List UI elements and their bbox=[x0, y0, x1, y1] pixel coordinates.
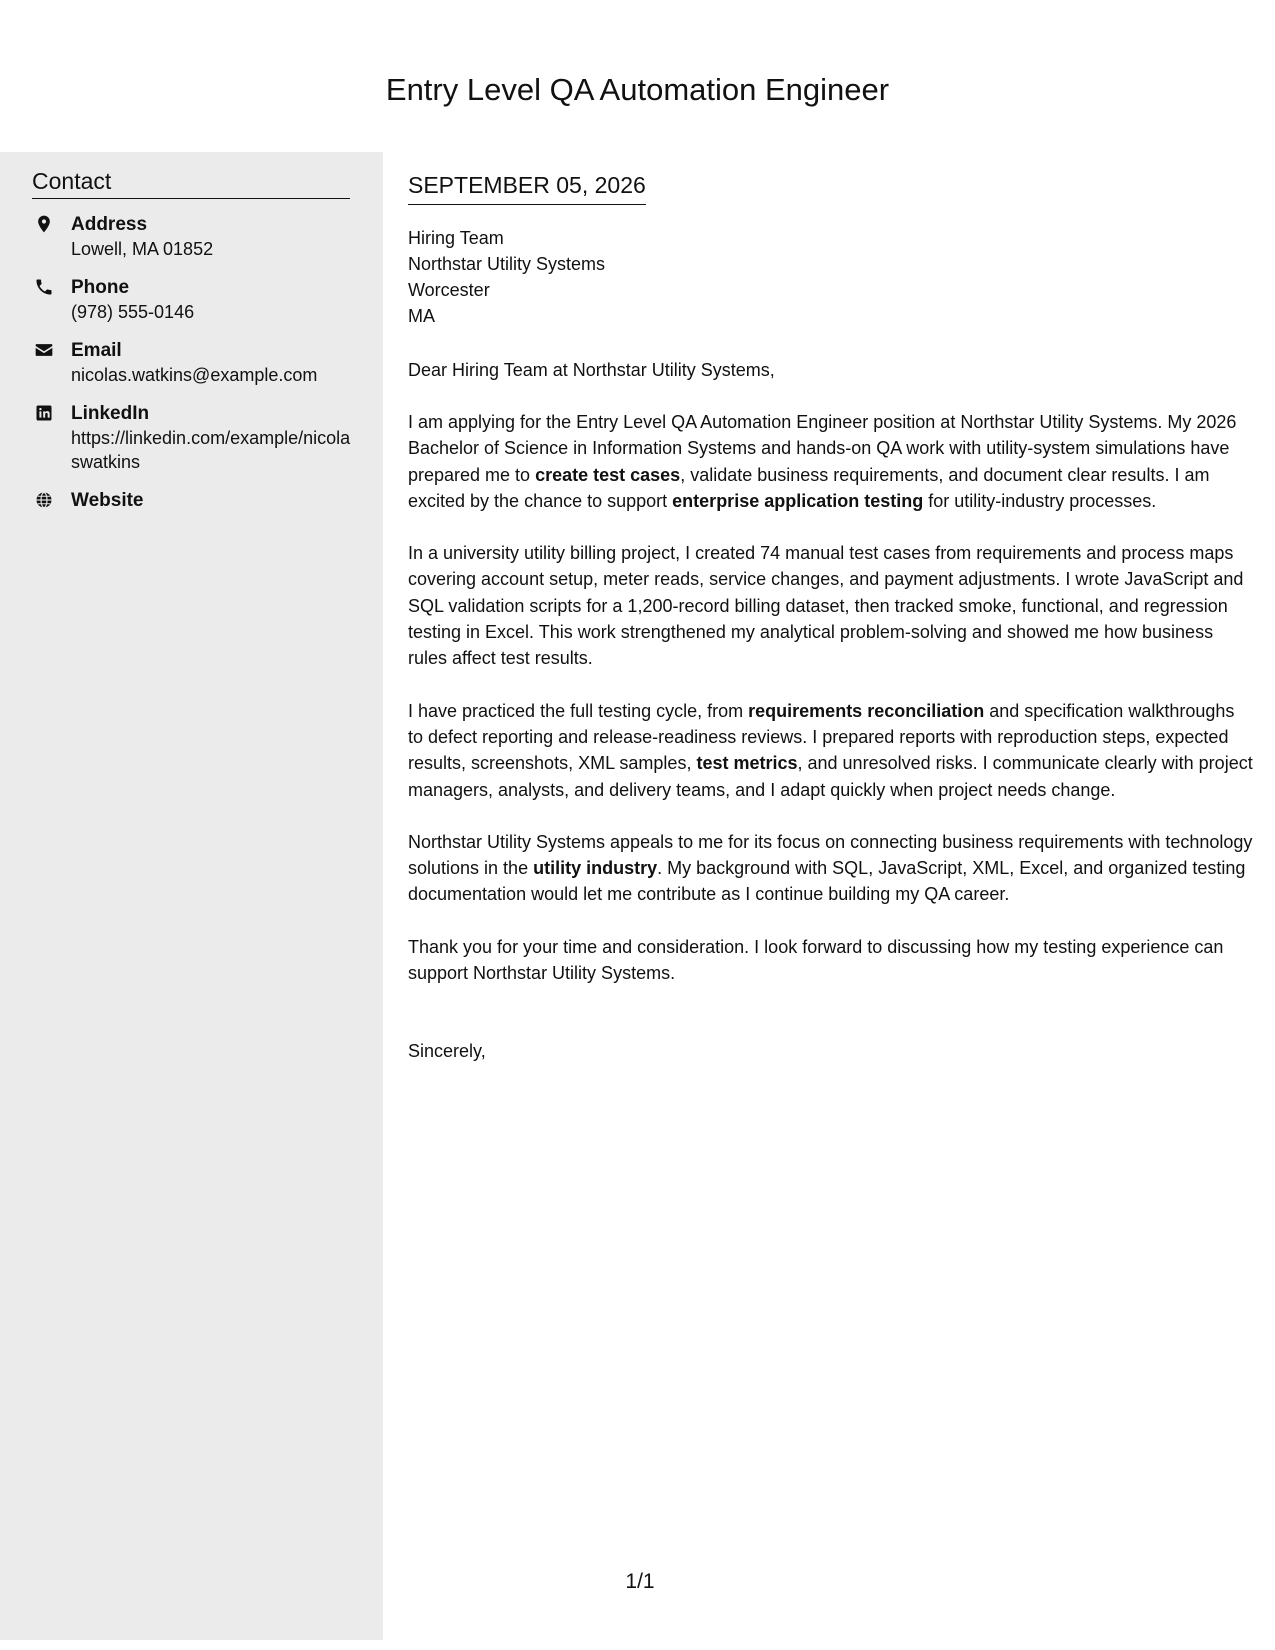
paragraph-text: , validate business requirements, and document clear results. I am excited by the chance to support bbox=[408, 464, 1210, 511]
letter-paragraphs bbox=[408, 409, 1253, 986]
page-number: 1/1 bbox=[625, 1570, 655, 1593]
paragraph-text: and specification walkthroughs to defect reporting and release-readiness reviews. I prepared reports with reproduction steps, expected results, screenshots, XML samples, bbox=[408, 700, 1235, 774]
phone-icon bbox=[34, 277, 54, 297]
contact-item-phone bbox=[32, 275, 352, 324]
globe-icon bbox=[34, 490, 54, 510]
recipient-line: Northstar Utility Systems bbox=[408, 254, 606, 274]
emphasis-text: create test cases bbox=[535, 464, 681, 485]
closing: Sincerely, bbox=[408, 1041, 486, 1062]
contact-heading: Contact bbox=[32, 168, 350, 199]
emphasis-text: test metrics bbox=[696, 753, 798, 774]
recipient-line: Hiring Team bbox=[408, 228, 504, 248]
contact-item-website bbox=[32, 488, 352, 513]
contact-value: nicolas.watkins@example.com bbox=[71, 365, 318, 385]
contact-value: Lowell, MA 01852 bbox=[71, 239, 214, 259]
paragraph-text: I am applying for the Entry Level QA Automation Engineer position at Northstar Utility Systems. My 2026 Bachelor of Science in Information Systems and hands-on QA work with utility-system simulations have prepared me to bbox=[408, 412, 1237, 485]
contact-value[interactable]: https://linkedin.com/example/nicolaswatkins bbox=[71, 428, 351, 472]
contact-item-address bbox=[32, 212, 352, 261]
paragraph-text: I have practiced the full testing cycle, from bbox=[408, 700, 749, 721]
recipient-line: Worcester bbox=[408, 280, 490, 300]
paragraph-text: for utility-industry processes. bbox=[923, 490, 1157, 511]
letter-paragraph bbox=[408, 698, 1253, 803]
emphasis-text: utility industry bbox=[533, 858, 658, 879]
paragraph-text: Northstar Utility Systems appeals to me for its focus on connecting business requirements with technology solutions in the bbox=[408, 831, 1253, 879]
letter-body bbox=[408, 168, 1253, 1064]
map-pin-icon bbox=[34, 214, 54, 234]
recipient-block bbox=[408, 225, 1253, 329]
letter-paragraph bbox=[408, 934, 1253, 987]
contact-label: Phone bbox=[71, 277, 130, 298]
salutation: Dear Hiring Team at Northstar Utility Systems, bbox=[408, 360, 775, 380]
contact-item-email bbox=[32, 338, 352, 387]
contact-label: Address bbox=[71, 214, 148, 235]
letter-date: SEPTEMBER 05, 2026 bbox=[408, 172, 646, 205]
contact-item-linkedin bbox=[32, 401, 352, 474]
paragraph-text: Thank you for your time and consideration. I look forward to discussing how my testing experience can support Northstar Utility Systems. bbox=[408, 936, 1224, 984]
emphasis-text: enterprise application testing bbox=[672, 490, 924, 511]
letter-paragraph bbox=[408, 409, 1253, 514]
paragraph-text: , and unresolved risks. I communicate clearly with project managers, analysts, and delivery teams, and I adapt quickly when project needs change. bbox=[408, 753, 1253, 800]
paragraph-text: . My background with SQL, JavaScript, XML, Excel, and organized testing documentation would let me contribute as I continue building my QA career. bbox=[408, 858, 1246, 905]
envelope-icon bbox=[34, 340, 54, 360]
paragraph-text: In a university utility billing project, I created 74 manual test cases from requirements and process maps covering account setup, meter reads, service changes, and payment adjustments. I wrote JavaScript and SQL validation scripts for a 1,200-record billing dataset, then tracked smoke, functional, and regression testing in Excel. This work strengthened my analytical problem-solving and showed me how business rules affect test results. bbox=[408, 543, 1244, 669]
contact-list bbox=[32, 212, 352, 527]
recipient-line: MA bbox=[408, 306, 435, 326]
contact-value: (978) 555-0146 bbox=[71, 302, 195, 322]
contact-label: Email bbox=[71, 340, 122, 361]
page-title: Entry Level QA Automation Engineer bbox=[385, 72, 890, 107]
contact-label: LinkedIn bbox=[71, 403, 150, 424]
letter-paragraph bbox=[408, 829, 1253, 908]
linkedin-icon bbox=[34, 403, 54, 423]
emphasis-text: requirements reconciliation bbox=[748, 700, 985, 721]
contact-label: Website bbox=[71, 490, 144, 511]
letter-paragraph bbox=[408, 540, 1253, 671]
